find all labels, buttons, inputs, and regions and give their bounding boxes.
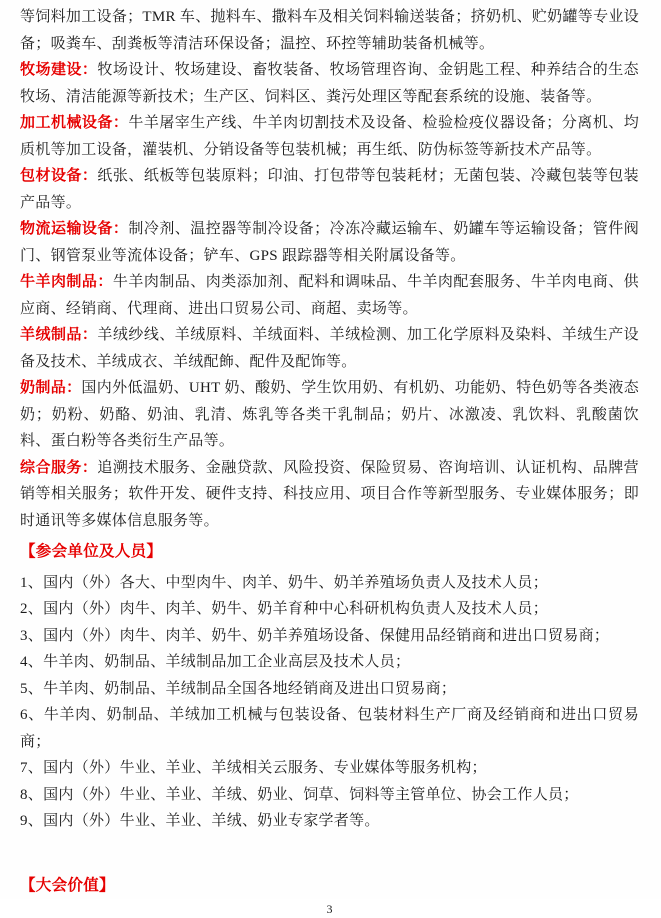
section-heading-attendees: 【参会单位及人员】 bbox=[20, 543, 163, 560]
paragraph-category-cashmere-products bbox=[20, 322, 639, 375]
category-text-farm-construction: 牧场设计、牧场建设、畜牧装备、牧场管理咨询、金钥匙工程、种养结合的生态牧场、清洁能源等新技术；生产区、饲料区、粪污处理区等配套系统的设施、装备等。 bbox=[20, 62, 639, 105]
attendee-item-2: 2、国内（外）肉牛、肉羊、奶牛、奶羊育种中心科研机构负责人及技术人员； bbox=[20, 601, 549, 617]
attendee-item-3: 3、国内（外）肉牛、肉羊、奶牛、奶羊养殖场设备、保健用品经销商和进出口贸易商； bbox=[20, 627, 610, 644]
category-label-beef-mutton-products: 牛羊肉制品： bbox=[20, 274, 113, 290]
attendee-list bbox=[20, 570, 639, 835]
category-label-cashmere-products: 羊绒制品： bbox=[20, 327, 98, 343]
attendee-item-9: 9、国内（外）牛业、羊业、羊绒、奶业专家学者等。 bbox=[20, 813, 380, 829]
category-text-processing-machinery: 牛羊屠宰生产线、牛羊肉切割技术及设备、检验检疫仪器设备；分离机、均质机等加工设备，灌装机、分销设备等包装机械；再生纸、防伪标签等新技术产品等。 bbox=[20, 115, 639, 158]
section-heading-value: 【大会价值】 bbox=[20, 876, 115, 894]
category-label-processing-machinery: 加工机械设备： bbox=[20, 115, 129, 131]
category-text-packaging-equipment: 纸张、纸板等包装原料；印油、打包带等包装耗材；无菌包装、冷藏包装等包装产品等。 bbox=[20, 168, 639, 211]
category-text-beef-mutton-products: 牛羊肉制品、肉类添加剂、配料和调味品、牛羊肉配套服务、牛羊肉电商、供应商、经销商、代理商、进出口贸易公司、商超、卖场等。 bbox=[20, 274, 639, 317]
attendee-item-5: 5、牛羊肉、奶制品、羊绒制品全国各地经销商及进出口贸易商； bbox=[20, 680, 457, 697]
paragraph-category-logistics-transport bbox=[20, 216, 639, 269]
paragraph-category-packaging-equipment bbox=[20, 163, 639, 216]
paragraph-intro-continuation: 等饲料加工设备；TMR 车、抛料车、撒料车及相关饲料输送装备；挤奶机、贮奶罐等专业设备；吸粪车、刮粪板等清洁环保设备；温控、环控等辅助装备机械等。 bbox=[20, 9, 639, 52]
page-number: 3 bbox=[326, 902, 333, 916]
attendee-item-8: 8、国内（外）牛业、羊业、羊绒、奶业、饲草、饲料等主管单位、协会工作人员； bbox=[20, 786, 579, 803]
paragraph-category-beef-mutton-products bbox=[20, 269, 639, 322]
paragraph-category-dairy-products bbox=[20, 375, 639, 455]
category-label-dairy-products: 奶制品： bbox=[20, 380, 82, 396]
category-text-comprehensive-services: 追溯技术服务、金融贷款、风险投资、保险贸易、咨询培训、认证机构、品牌营销等相关服务；软件开发、硬件支持、科技应用、项目合作等新型服务、专业媒体服务；即时通讯等多媒体信息服务等。 bbox=[20, 459, 639, 529]
category-label-comprehensive-services: 综合服务： bbox=[20, 459, 98, 476]
attendee-item-6: 6、牛羊肉、奶制品、羊绒加工机械与包装设备、包装材料生产厂商及经销商和进出口贸易商； bbox=[20, 707, 639, 750]
paragraph-category-processing-machinery bbox=[20, 110, 639, 163]
category-text-logistics-transport: 制冷剂、温控器等制冷设备；冷冻冷藏运输车、奶罐车等运输设备；管件阀门、钢管泵业等流体设备；铲车、GPS 跟踪器等相关附属设备等。 bbox=[20, 221, 639, 264]
category-label-logistics-transport: 物流运输设备： bbox=[20, 221, 129, 237]
attendee-item-4: 4、牛羊肉、奶制品、羊绒制品加工企业高层及技术人员； bbox=[20, 654, 411, 670]
paragraph-category-comprehensive-services bbox=[20, 455, 639, 535]
paragraph-category-farm-construction bbox=[20, 57, 639, 110]
category-label-packaging-equipment: 包材设备： bbox=[20, 168, 98, 184]
category-text-dairy-products: 国内外低温奶、UHT 奶、酸奶、学生饮用奶、有机奶、功能奶、特色奶等各类液态奶；奶粉、奶酪、奶油、乳清、炼乳等各类干乳制品；奶片、冰激凌、乳饮料、乳酸菌饮料、蛋白粉等各类衍生产品等。 bbox=[20, 380, 639, 449]
attendee-item-1: 1、国内（外）各大、中型肉牛、肉羊、奶牛、奶羊养殖场负责人及技术人员； bbox=[20, 574, 549, 591]
category-label-farm-construction: 牧场建设： bbox=[20, 62, 98, 78]
category-text-cashmere-products: 羊绒纱线、羊绒原料、羊绒面料、羊绒检测、加工化学原料及染料、羊绒生产设备及技术、羊绒成衣、羊绒配飾、配件及配饰等。 bbox=[20, 327, 639, 370]
attendee-item-7: 7、国内（外）牛业、羊业、羊绒相关云服务、专业媒体等服务机构； bbox=[20, 760, 487, 776]
